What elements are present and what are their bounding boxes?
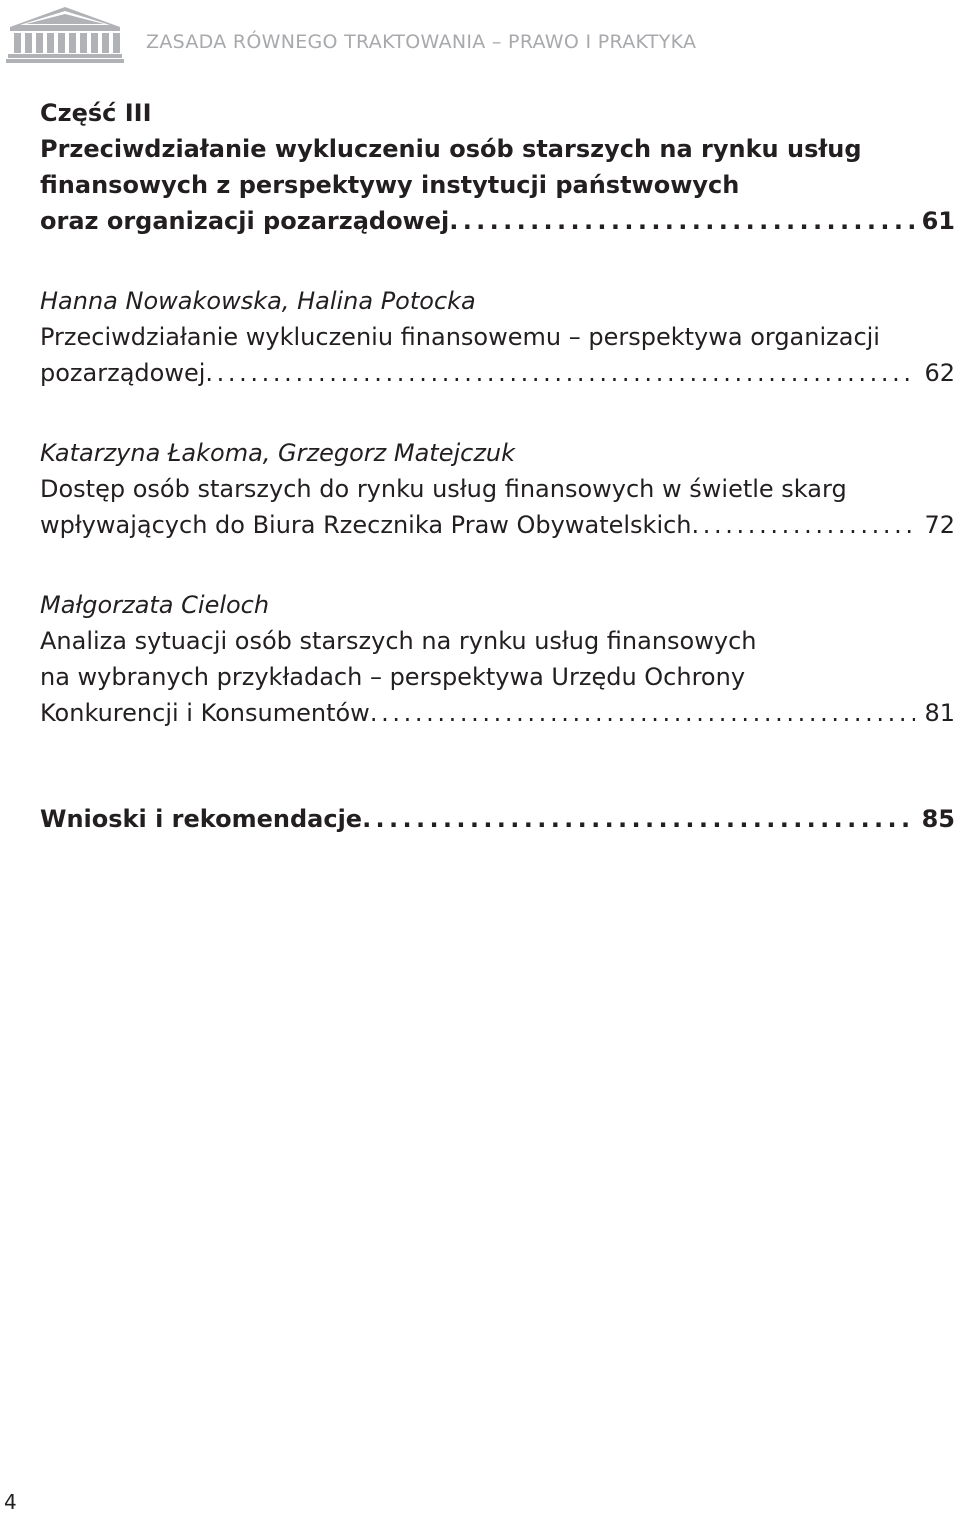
toc-leader-line <box>40 355 955 391</box>
page-number: 4 <box>4 1490 17 1514</box>
entry-title-line: Przeciwdziałanie wykluczeniu finansowemu – perspektywa organizacji <box>40 323 880 351</box>
toc-conclusions-entry[interactable] <box>40 801 955 837</box>
page-header <box>6 3 960 65</box>
part-label: Część III <box>40 99 152 127</box>
toc-leader-line <box>40 801 955 837</box>
part-title-line: finansowych z perspektywy instytucji państwowych <box>40 171 740 199</box>
running-header-title: ZASADA RÓWNEGO TRAKTOWANIA – PRAWO I PRAKTYKA <box>146 31 697 53</box>
toc-entry[interactable] <box>40 587 955 731</box>
toc-leader-line <box>40 695 955 731</box>
page-reference: 61 <box>921 207 955 235</box>
table-of-contents <box>40 95 955 837</box>
part-title-last-line: oraz organizacji pozarządowej <box>40 207 450 235</box>
entry-title-last-line: Konkurencji i Konsumentów <box>40 699 370 727</box>
entry-authors: Hanna Nowakowska, Halina Potocka <box>40 287 476 315</box>
entry-title-line: na wybranych przykładach – perspektywa Urzędu Ochrony <box>40 663 746 691</box>
entry-title-line: Dostęp osób starszych do rynku usług finansowych w świetle skarg <box>40 475 847 503</box>
toc-entry[interactable] <box>40 435 955 543</box>
dot-leader <box>449 203 915 239</box>
entry-title-last-line: pozarządowej <box>40 359 206 387</box>
part-title-line: Przeciwdziałanie wykluczeniu osób starszych na rynku usług <box>40 135 862 163</box>
entry-authors: Katarzyna Łakoma, Grzegorz Matejczuk <box>40 439 516 467</box>
toc-entry[interactable] <box>40 283 955 391</box>
page-reference: 62 <box>924 359 955 387</box>
dot-leader <box>370 695 915 731</box>
page-reference: 85 <box>921 805 955 833</box>
dot-leader <box>205 355 915 391</box>
page-reference: 81 <box>924 699 955 727</box>
dot-leader <box>362 801 915 837</box>
conclusions-label: Wnioski i rekomendacje <box>40 805 363 833</box>
entry-title-last-line: wpływających do Biura Rzecznika Praw Obywatelskich <box>40 511 692 539</box>
toc-leader-line <box>40 203 955 239</box>
entry-authors: Małgorzata Cieloch <box>40 591 270 619</box>
page-reference: 72 <box>924 511 955 539</box>
toc-leader-line <box>40 507 955 543</box>
entry-title-line: Analiza sytuacji osób starszych na rynku usług finansowych <box>40 627 757 655</box>
toc-part-entry[interactable] <box>40 95 955 239</box>
dot-leader <box>692 507 915 543</box>
building-columns-logo-icon <box>6 3 124 63</box>
